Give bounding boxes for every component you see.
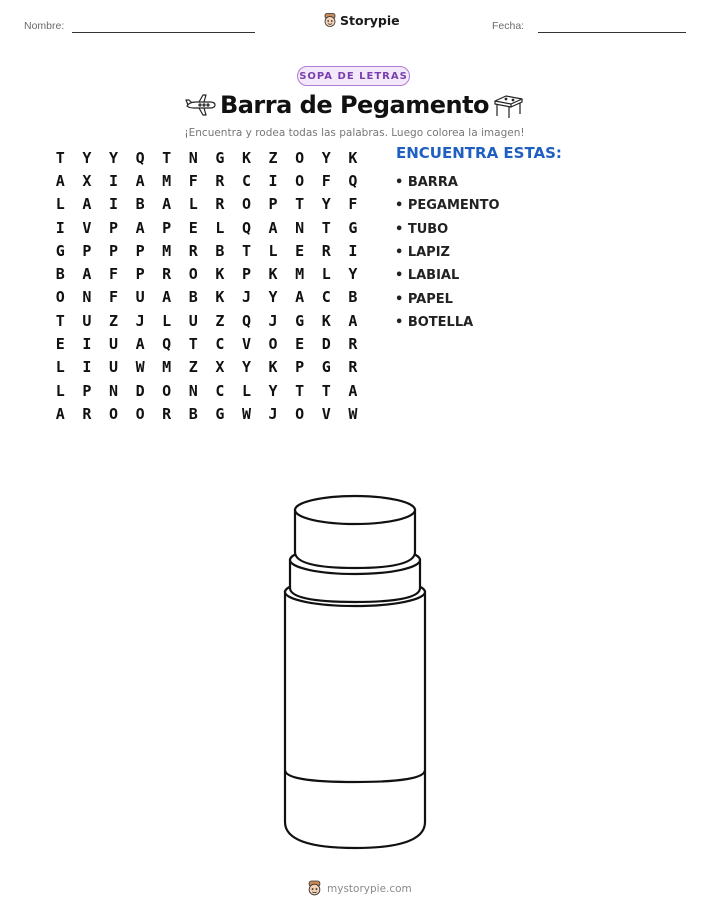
grid-letter[interactable]: I <box>108 171 118 190</box>
grid-letter[interactable]: R <box>215 171 225 190</box>
grid-letter[interactable]: Y <box>108 148 118 167</box>
grid-letter[interactable]: A <box>162 288 172 307</box>
grid-letter[interactable]: R <box>82 404 92 423</box>
grid-letter[interactable]: T <box>241 241 251 260</box>
table-icon <box>492 93 524 119</box>
grid-letter[interactable]: V <box>241 335 251 354</box>
grid-letter[interactable]: W <box>241 404 251 423</box>
grid-letter[interactable]: Y <box>82 148 92 167</box>
grid-letter[interactable]: M <box>162 358 172 377</box>
grid-letter[interactable]: R <box>215 195 225 214</box>
grid-letter[interactable]: P <box>135 265 145 284</box>
storypie-mascot-icon <box>323 13 337 28</box>
grid-letter[interactable]: J <box>268 311 278 330</box>
grid-letter[interactable]: U <box>82 311 92 330</box>
grid-letter[interactable]: T <box>321 218 331 237</box>
grid-letter[interactable]: P <box>295 358 305 377</box>
grid-letter[interactable]: P <box>82 381 92 400</box>
grid-letter[interactable]: M <box>162 171 172 190</box>
grid-letter[interactable]: L <box>55 381 65 400</box>
grid-letter[interactable]: N <box>295 218 305 237</box>
grid-letter[interactable]: Z <box>108 311 118 330</box>
grid-letter[interactable]: Y <box>268 381 278 400</box>
grid-letter[interactable]: Q <box>241 218 251 237</box>
grid-letter[interactable]: P <box>241 265 251 284</box>
grid-letter[interactable]: A <box>135 335 145 354</box>
grid-letter[interactable]: K <box>215 288 225 307</box>
grid-letter[interactable]: L <box>188 195 198 214</box>
footer-url[interactable]: mystorypie.com <box>327 882 412 895</box>
grid-letter[interactable]: J <box>241 288 251 307</box>
grid-letter[interactable]: Z <box>268 148 278 167</box>
grid-letter[interactable]: T <box>295 195 305 214</box>
grid-letter[interactable]: Q <box>241 311 251 330</box>
grid-letter[interactable]: C <box>215 381 225 400</box>
grid-letter[interactable]: O <box>268 335 278 354</box>
grid-letter[interactable]: I <box>55 218 65 237</box>
grid-letter[interactable]: O <box>188 265 198 284</box>
grid-letter[interactable]: O <box>241 195 251 214</box>
grid-letter[interactable]: K <box>321 311 331 330</box>
grid-letter[interactable]: B <box>188 288 198 307</box>
grid-letter[interactable]: K <box>215 265 225 284</box>
grid-letter[interactable]: U <box>135 288 145 307</box>
grid-letter[interactable]: Y <box>321 148 331 167</box>
grid-letter[interactable]: L <box>321 265 331 284</box>
category-badge: SOPA DE LETRAS <box>297 66 410 86</box>
grid-letter[interactable]: D <box>321 335 331 354</box>
grid-letter[interactable]: A <box>55 404 65 423</box>
grid-letter[interactable]: G <box>321 358 331 377</box>
footer <box>307 880 412 897</box>
grid-letter[interactable]: B <box>55 265 65 284</box>
grid-letter[interactable]: F <box>108 288 118 307</box>
grid-letter[interactable]: Y <box>348 265 358 284</box>
grid-letter[interactable]: P <box>135 241 145 260</box>
grid-letter[interactable]: L <box>268 241 278 260</box>
grid-letter[interactable]: B <box>348 288 358 307</box>
grid-letter[interactable]: A <box>55 171 65 190</box>
grid-letter[interactable]: N <box>188 148 198 167</box>
grid-letter[interactable]: P <box>162 218 172 237</box>
grid-letter[interactable]: I <box>108 195 118 214</box>
name-line[interactable] <box>72 32 255 33</box>
grid-letter[interactable]: A <box>348 311 358 330</box>
grid-letter[interactable]: G <box>215 404 225 423</box>
grid-letter[interactable]: M <box>295 265 305 284</box>
date-label: Fecha: <box>492 20 525 32</box>
grid-letter[interactable]: B <box>188 404 198 423</box>
grid-letter[interactable]: V <box>321 404 331 423</box>
grid-letter[interactable]: I <box>348 241 358 260</box>
grid-letter[interactable]: A <box>135 218 145 237</box>
grid-letter[interactable]: O <box>108 404 118 423</box>
grid-letter[interactable]: A <box>82 195 92 214</box>
grid-letter[interactable]: A <box>82 265 92 284</box>
word-list-item: • BOTELLA <box>395 314 474 330</box>
grid-letter[interactable]: E <box>295 335 305 354</box>
grid-letter[interactable]: Z <box>188 358 198 377</box>
grid-letter[interactable]: E <box>295 241 305 260</box>
grid-letter[interactable]: O <box>55 288 65 307</box>
grid-letter[interactable]: K <box>268 265 278 284</box>
grid-letter[interactable]: Q <box>162 335 172 354</box>
grid-letter[interactable]: G <box>348 218 358 237</box>
grid-letter[interactable]: L <box>215 218 225 237</box>
name-label: Nombre: <box>24 20 65 32</box>
grid-letter[interactable]: P <box>82 241 92 260</box>
grid-letter[interactable]: R <box>321 241 331 260</box>
grid-letter[interactable]: T <box>55 311 65 330</box>
grid-letter[interactable]: Y <box>268 288 278 307</box>
grid-letter[interactable]: T <box>321 381 331 400</box>
grid-letter[interactable]: P <box>268 195 278 214</box>
grid-letter[interactable]: X <box>215 358 225 377</box>
grid-letter[interactable]: K <box>241 148 251 167</box>
word-list-item: • PEGAMENTO <box>395 198 500 214</box>
brand-name: Storypie <box>340 13 400 28</box>
grid-letter[interactable]: V <box>82 218 92 237</box>
grid-letter[interactable]: C <box>241 171 251 190</box>
grid-letter[interactable]: P <box>108 241 118 260</box>
grid-letter[interactable]: O <box>162 381 172 400</box>
grid-letter[interactable]: A <box>268 218 278 237</box>
grid-letter[interactable]: L <box>55 358 65 377</box>
grid-letter[interactable]: I <box>82 358 92 377</box>
grid-letter[interactable]: N <box>82 288 92 307</box>
grid-letter[interactable]: L <box>241 381 251 400</box>
grid-letter[interactable]: W <box>348 404 358 423</box>
storypie-logo <box>323 13 400 28</box>
grid-letter[interactable]: L <box>55 195 65 214</box>
grid-letter[interactable]: C <box>321 288 331 307</box>
instructions: ¡Encuentra y rodea todas las palabras. Luego colorea la imagen! <box>184 127 525 139</box>
word-list <box>395 171 500 334</box>
grid-letter[interactable]: K <box>348 148 358 167</box>
grid-letter[interactable]: G <box>55 241 65 260</box>
grid-letter[interactable]: Y <box>321 195 331 214</box>
grid-letter[interactable]: N <box>188 381 198 400</box>
grid-letter[interactable]: M <box>162 241 172 260</box>
grid-letter[interactable]: O <box>295 148 305 167</box>
grid-letter[interactable]: Q <box>135 148 145 167</box>
grid-letter[interactable]: P <box>108 218 118 237</box>
word-list-item: • LABIAL <box>395 268 460 284</box>
grid-letter[interactable]: N <box>108 381 118 400</box>
grid-letter[interactable]: E <box>55 335 65 354</box>
grid-letter[interactable]: F <box>108 265 118 284</box>
grid-letter[interactable]: I <box>82 335 92 354</box>
grid-letter[interactable]: G <box>215 148 225 167</box>
grid-letter[interactable]: R <box>348 358 358 377</box>
grid-letter[interactable]: F <box>188 171 198 190</box>
grid-letter[interactable]: X <box>82 171 92 190</box>
grid-letter[interactable]: B <box>135 195 145 214</box>
grid-letter[interactable]: F <box>348 195 358 214</box>
grid-letter[interactable]: I <box>268 171 278 190</box>
grid-letter[interactable]: R <box>188 241 198 260</box>
grid-letter[interactable]: E <box>188 218 198 237</box>
storypie-mascot-icon <box>307 880 322 897</box>
grid-letter[interactable]: R <box>162 404 172 423</box>
grid-letter[interactable]: O <box>135 404 145 423</box>
grid-letter[interactable]: R <box>348 335 358 354</box>
grid-letter[interactable]: F <box>321 171 331 190</box>
word-list-item: • LAPIZ <box>395 245 450 261</box>
glue-stick-illustration[interactable] <box>270 492 440 862</box>
grid-letter[interactable]: Q <box>348 171 358 190</box>
grid-letter[interactable]: J <box>268 404 278 423</box>
grid-letter[interactable]: G <box>295 311 305 330</box>
page-title: Barra de Pegamento <box>219 91 490 119</box>
grid-letter[interactable]: U <box>108 358 118 377</box>
grid-letter[interactable]: U <box>108 335 118 354</box>
grid-letter[interactable]: O <box>295 404 305 423</box>
grid-letter[interactable]: A <box>348 381 358 400</box>
word-search-grid[interactable] <box>47 146 366 426</box>
grid-letter[interactable]: T <box>55 148 65 167</box>
grid-letter[interactable]: J <box>135 311 145 330</box>
grid-letter[interactable]: U <box>188 311 198 330</box>
grid-letter[interactable]: A <box>135 171 145 190</box>
word-list-item: • TUBO <box>395 221 449 237</box>
grid-letter[interactable]: W <box>135 358 145 377</box>
grid-letter[interactable]: R <box>162 265 172 284</box>
grid-letter[interactable]: O <box>295 171 305 190</box>
grid-letter[interactable]: K <box>268 358 278 377</box>
grid-letter[interactable]: T <box>162 148 172 167</box>
date-line[interactable] <box>538 32 686 33</box>
grid-letter[interactable]: Z <box>215 311 225 330</box>
grid-letter[interactable]: A <box>295 288 305 307</box>
grid-letter[interactable]: Y <box>241 358 251 377</box>
word-list-item: • BARRA <box>395 175 458 191</box>
grid-letter[interactable]: T <box>295 381 305 400</box>
word-list-title: ENCUENTRA ESTAS: <box>396 144 562 162</box>
grid-letter[interactable]: A <box>162 195 172 214</box>
grid-letter[interactable]: C <box>215 335 225 354</box>
grid-letter[interactable]: T <box>188 335 198 354</box>
grid-letter[interactable]: L <box>162 311 172 330</box>
grid-letter[interactable]: D <box>135 381 145 400</box>
word-list-item: • PAPEL <box>395 291 453 307</box>
grid-letter[interactable]: B <box>215 241 225 260</box>
